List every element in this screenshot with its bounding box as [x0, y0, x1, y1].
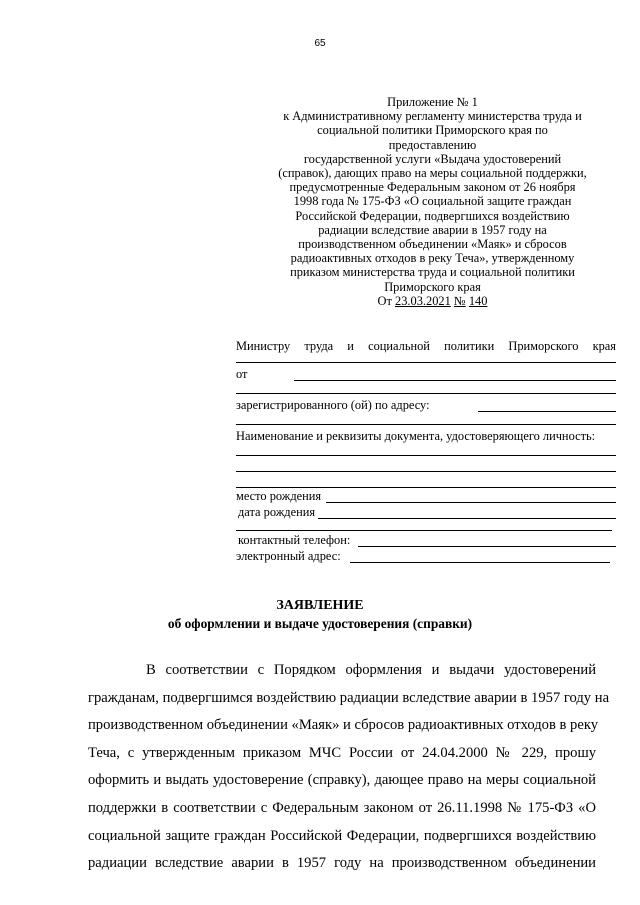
id-document-label: Наименование и реквизиты документа, удостоверяющего личность:	[236, 429, 596, 443]
appendix-line: государственной услуги «Выдача удостоверений	[303, 151, 562, 166]
appendix-line: к Административному регламенту министерства труда и	[283, 109, 582, 124]
email-field[interactable]	[350, 562, 610, 563]
body-line: радиации вследствие аварии в 1957 году на производственном объединении	[88, 855, 596, 872]
application-subtitle: об оформлении и выдаче удостоверения (справки)	[167, 616, 473, 631]
application-title: ЗАЯВЛЕНИЕ	[276, 598, 364, 613]
appendix-line: Приморского края	[384, 279, 481, 294]
id-document-field[interactable]	[236, 455, 616, 456]
appendix-line: предоставлению	[388, 137, 477, 152]
order-number: 140	[468, 293, 488, 308]
body-line: В соответствии с Порядком оформления и выдачи удостоверений	[146, 662, 596, 678]
order-number-prefix: №	[453, 293, 466, 308]
appendix-line: 1998 года № 175-ФЗ «О социальной защите граждан	[293, 194, 572, 209]
appendix-line: социальной политики Приморского края по	[317, 123, 548, 138]
id-document-field-2[interactable]	[236, 471, 616, 472]
birthplace-field[interactable]	[326, 502, 616, 503]
from-label: от	[236, 367, 248, 381]
body-line: производственном объединении «Маяк» и сбросов радиоактивных отходов в реку	[88, 717, 599, 734]
body-line: Теча, с утвержденным приказом МЧС России от 24.04.2000 № 229, прошу	[88, 744, 596, 761]
appendix-line: Приложение № 1	[387, 95, 478, 109]
address-field-extra[interactable]	[236, 424, 616, 425]
appendix-line: радиации вследствие аварии в 1957 году на	[318, 222, 547, 237]
id-document-field-3[interactable]	[236, 487, 616, 488]
birthplace-label: место рождения	[236, 489, 322, 503]
from-field-extra[interactable]	[236, 393, 616, 394]
body-line: оформить и выдать удостоверение (справку), дающее право на меры социальной	[88, 772, 596, 789]
address-label: зарегистрированного (ой) по адресу:	[236, 398, 430, 412]
addressee-label: Министру труда и социальной политики Приморского края	[236, 339, 616, 353]
from-field[interactable]	[294, 380, 616, 381]
order-date: 23.03.2021	[395, 293, 451, 308]
body-line: социальной защите граждан Российской Федерации, подвергшихся воздействию	[88, 827, 596, 844]
addressee-field[interactable]	[236, 362, 616, 363]
birthdate-label: дата рождения	[238, 505, 316, 519]
appendix-header	[255, 95, 610, 308]
email-label: электронный адрес:	[236, 549, 341, 563]
phone-field[interactable]	[358, 546, 616, 547]
phone-label: контактный телефон:	[238, 533, 351, 547]
body-line: поддержки в соответствии с Федеральным законом от 26.11.1998 № 175-ФЗ «О	[88, 799, 596, 816]
birthdate-field-extra[interactable]	[236, 530, 612, 531]
address-field[interactable]	[478, 411, 616, 412]
order-prefix: От	[377, 293, 392, 308]
appendix-line: производственном объединении «Маяк» и сбросов	[298, 237, 567, 252]
appendix-line: приказом министерства труда и социальной политики	[290, 265, 575, 280]
order-reference	[255, 294, 610, 308]
appendix-line: радиоактивных отходов в реку Теча», утвержденному	[290, 251, 575, 266]
appendix-line: Российской Федерации, подвергшихся воздействию	[295, 208, 570, 223]
page-number: 65	[314, 38, 326, 49]
appendix-line: предусмотренные Федеральным законом от 26 ноября	[289, 180, 576, 195]
birthdate-field[interactable]	[318, 518, 616, 519]
body-line: гражданам, подвергшимся воздействию радиации вследствие аварии в 1957 году на	[88, 689, 610, 706]
application-body	[88, 657, 610, 878]
appendix-line: (справок), дающих право на меры социальной поддержки,	[278, 166, 587, 181]
